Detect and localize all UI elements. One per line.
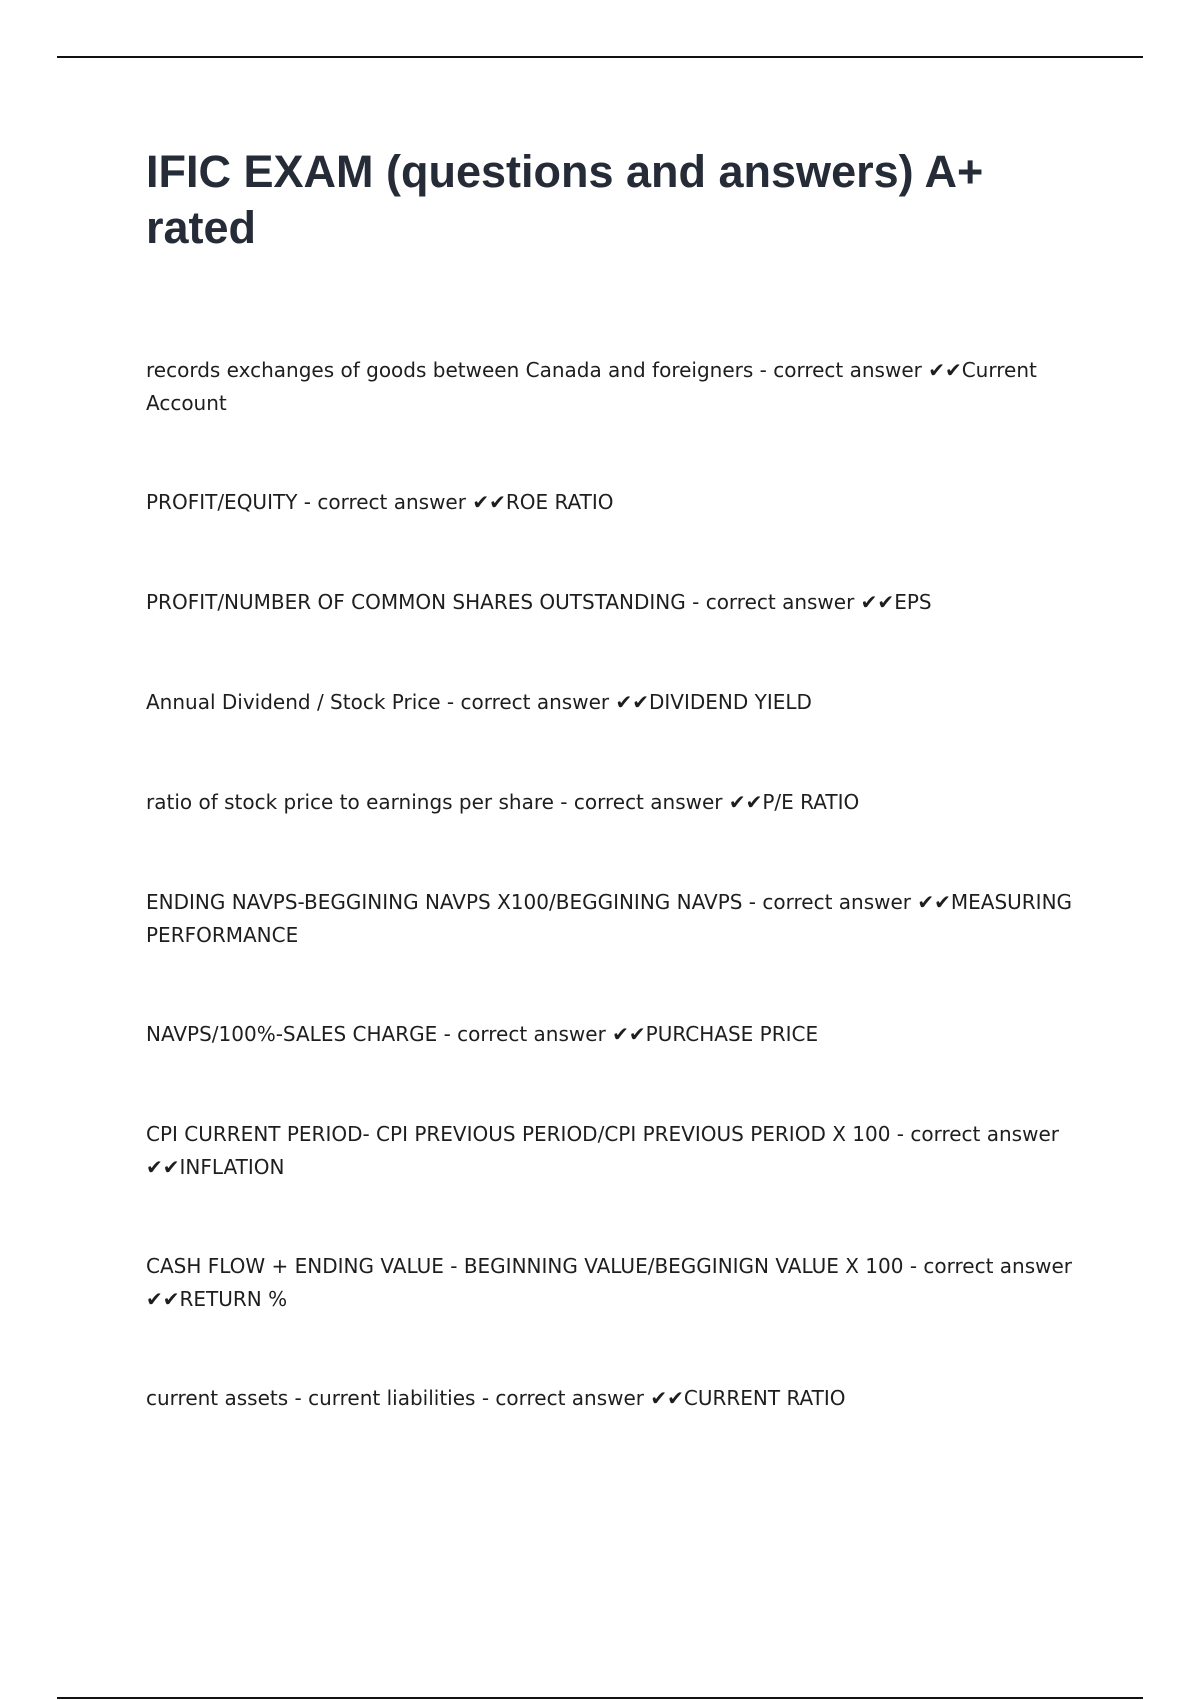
qa-list <box>146 354 1086 1482</box>
qa-item: PROFIT/EQUITY - correct answer ✔✔ROE RATIO <box>146 490 614 514</box>
qa-item: ratio of stock price to earnings per share - correct answer ✔✔P/E RATIO <box>146 790 860 814</box>
qa-item: CPI CURRENT PERIOD- CPI PREVIOUS PERIOD/CPI PREVIOUS PERIOD X 100 - correct answer ✔✔INFLATION <box>146 1122 1059 1179</box>
qa-item: records exchanges of goods between Canada and foreigners - correct answer ✔✔Current Account <box>146 358 1037 415</box>
qa-item: Annual Dividend / Stock Price - correct answer ✔✔DIVIDEND YIELD <box>146 690 812 714</box>
qa-item: PROFIT/NUMBER OF COMMON SHARES OUTSTANDING - correct answer ✔✔EPS <box>146 590 932 614</box>
qa-item: NAVPS/100%-SALES CHARGE - correct answer ✔✔PURCHASE PRICE <box>146 1022 819 1046</box>
page-title: IFIC EXAM (questions and answers) A+ rated <box>146 146 984 253</box>
qa-item: current assets - current liabilities - correct answer ✔✔CURRENT RATIO <box>146 1386 846 1410</box>
bottom-divider <box>57 1697 1143 1699</box>
qa-item: CASH FLOW + ENDING VALUE - BEGINNING VALUE/BEGGINIGN VALUE X 100 - correct answer ✔✔RETURN % <box>146 1254 1073 1311</box>
top-divider <box>57 56 1143 58</box>
qa-item: ENDING NAVPS-BEGGINING NAVPS X100/BEGGINING NAVPS - correct answer ✔✔MEASURING PERFORMANCE <box>146 890 1073 947</box>
